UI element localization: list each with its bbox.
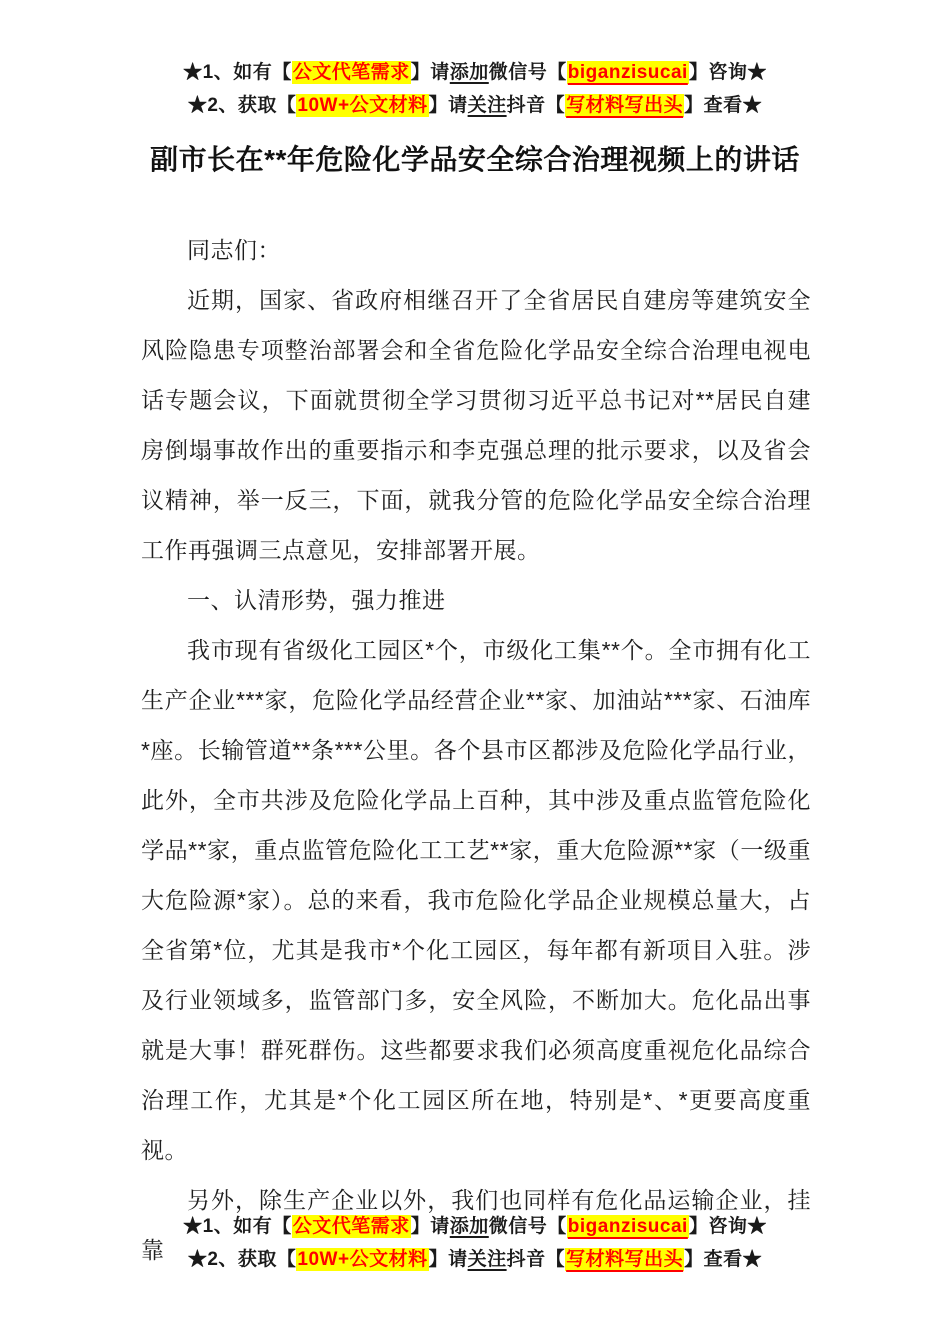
banner-prefix-text: ★1、如有【 [183,62,292,83]
banner-suffix-text: 】查看★ [684,95,763,116]
banner-line-1 [0,1210,950,1243]
banner-text: 】请 [428,1249,468,1270]
action-add-underlined: 添加 [449,1216,489,1237]
wechat-id-highlight: biganzisucai [567,62,688,83]
action-follow-underlined: 关注 [467,1249,507,1270]
banner-line-1 [0,56,950,89]
header-promo-banner [0,56,950,122]
body-paragraph: 另外，除生产企业以外，我们也同样有危化品运输企业，挂靠 [141,1187,811,1263]
keyword-materials-highlight: 10W+公文材料 [297,95,428,116]
banner-text: 】请 [428,95,468,116]
banner-text: 微信号【 [488,1216,567,1237]
banner-line-2 [0,89,950,122]
keyword-ghostwriting-highlight: 公文代笔需求 [292,1216,410,1237]
banner-prefix-text: ★2、获取【 [187,1249,297,1270]
keyword-materials-highlight: 10W+公文材料 [297,1249,428,1270]
douyin-name-highlight: 写材料写出头 [566,95,684,116]
douyin-name-highlight: 写材料写出头 [566,1249,684,1270]
section-heading: 一、认清形势，强力推进 [187,587,446,613]
document-title: 副市长在**年危险化学品安全综合治理视频上的讲话 [150,144,800,175]
banner-text: 】请 [410,1216,450,1237]
document-body [141,225,811,1275]
banner-suffix-text: 】咨询★ [688,1216,767,1237]
banner-suffix-text: 】查看★ [684,1249,763,1270]
banner-prefix-text: ★2、获取【 [187,95,297,116]
banner-text: 抖音【 [506,1249,566,1270]
banner-prefix-text: ★1、如有【 [183,1216,292,1237]
action-add-underlined: 添加 [449,62,489,83]
banner-line-2 [0,1243,950,1276]
body-paragraph: 近期，国家、省政府相继召开了全省居民自建房等建筑安全风险隐患专项整治部署会和全省危险化学品安全综合治理电视电话专题会议，下面就贯彻全学习贯彻习近平总书记对**居民自建房倒塌事故作出的重要指示和李克强总理的批示要求，以及省会议精神，举一反三，下面，就我分管的危险化学品安全综合治理工作再强调三点意见，安排部署开展。 [141,287,811,563]
banner-suffix-text: 】咨询★ [688,62,767,83]
body-paragraph: 我市现有省级化工园区*个，市级化工集**个。全市拥有化工生产企业***家，危险化学品经营企业**家、加油站***家、石油库*座。长输管道**条***公里。各个县市区都涉及危险化学品行业，此外，全市共涉及危险化学品上百种，其中涉及重点监管危险化学品**家，重点监管危险化工工艺**家，重大危险源**家（一级重大危险源*家）。总的来看，我市危险化学品企业规模总量大，占全省第*位，尤其是我市*个化工园区，每年都有新项目入驻。涉及行业领域多，监管部门多，安全风险，不断加大。危化品出事就是大事！群死群伤。这些都要求我们必须高度重视危化品综合治理工作，尤其是*个化工园区所在地，特别是*、*更要高度重视。 [141,637,811,1163]
banner-text: 】请 [410,62,450,83]
salutation-line: 同志们： [187,237,281,263]
banner-text: 微信号【 [488,62,567,83]
wechat-id-highlight: biganzisucai [567,1216,688,1237]
footer-promo-banner [0,1210,950,1276]
keyword-ghostwriting-highlight: 公文代笔需求 [292,62,410,83]
banner-text: 抖音【 [506,95,566,116]
action-follow-underlined: 关注 [467,95,507,116]
